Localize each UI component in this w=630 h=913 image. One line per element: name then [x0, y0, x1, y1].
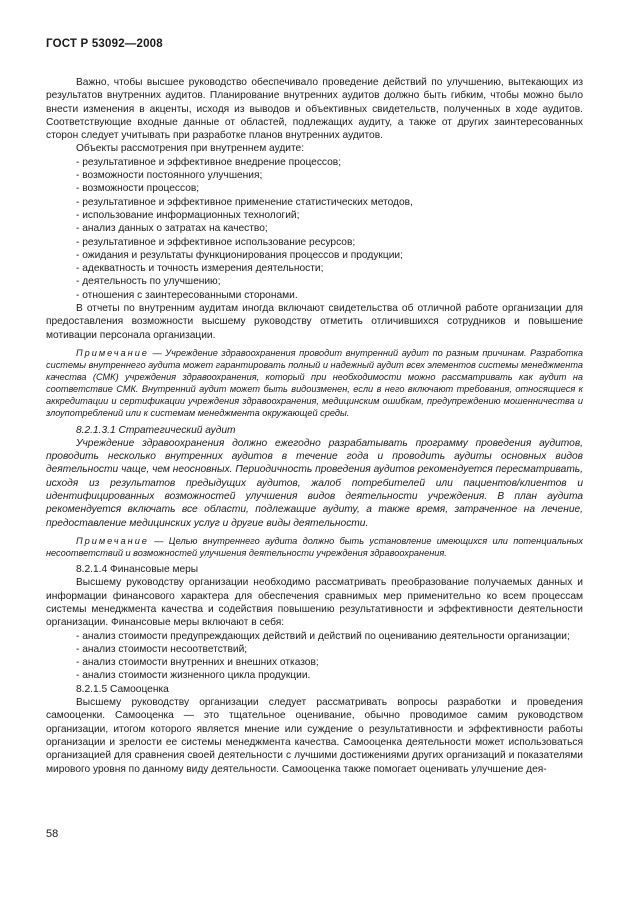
list-item: - результативное и эффективное применение статистических методов, — [76, 196, 413, 208]
note-label: Примечание — [76, 535, 149, 546]
section-text-8-2-1-4: Высшему руководству организации необходимо рассматривать преобразование получаемых данных и информации финансового характера для обеспечения сравнимых мер применительно ко всем процессам системы менеджмента качества и содействия повышению результативности и эффективности деятельности организации. Финансовые меры включают в себя: — [46, 577, 583, 629]
list-item: - анализ стоимости несоответствий; — [76, 643, 248, 655]
note-label: Примечание — [76, 347, 149, 358]
list-item: - анализ стоимости жизненного цикла продукции. — [76, 670, 311, 682]
note-text: — Учреждение здравоохранения проводит внутренний аудит по разным причинам. Разработка системы внутреннего аудита может гарантировать полный и надежный аудит всех элементов системы менеджмента качества (СМК) учреждения здравоохранения, который при необходимости можно рассматривать как аудит на соответствие СМК. Внутренний аудит может быть видоизменен, если в него включают требования, относящиеся к аккредитации и сертификации учреждения здравоохранения, медицинским ошибкам, предупреждению мошенничества и злоупотреблений или к системам менеджмента окружающей среды. — [46, 347, 583, 419]
list-item: - возможности постоянного улучшения; — [76, 170, 263, 182]
objects-intro: Объекты рассмотрения при внутреннем аудите: — [76, 143, 305, 155]
list-item: - анализ стоимости внутренних и внешних отказов; — [76, 657, 319, 669]
list-item: - использование информационных технологий; — [76, 209, 300, 221]
list-item: - отношения с заинтересованными сторонами. — [76, 289, 298, 301]
note-1 — [46, 347, 583, 420]
list-item: - ожидания и результаты функционирования процессов и продукции; — [76, 249, 403, 261]
section-heading-8-2-1-3-1: 8.2.1.3.1 Стратегический аудит — [76, 424, 236, 436]
note-2 — [46, 535, 583, 559]
list-item: - анализ стоимости предупреждающих действий и действий по оцениванию деятельности организации; — [76, 630, 570, 642]
section-heading-8-2-1-5: 8.2.1.5 Самооценка — [76, 683, 169, 695]
section-text-8-2-1-5: Высшему руководству организации следует рассматривать вопросы разработки и проведения самооценки. Самооценка — это тщательное оценивание, обычно проводимое самим руководством организации, итогом которого является мнение или суждение о результативности и эффективности работы организации и зрелости ее системы менеджмента качества. Самооценка деятельности может использоваться организацией для сравнения своей деятельности с лучшими достижениями других организаций и показателями мирового уровня по данному виду деятельности. Самооценка также помогает оценивать улучшение дея- — [46, 697, 583, 775]
reports-paragraph: В отчеты по внутренним аудитам иногда включают свидетельства об отличной работе организации для предоставления возможности высшему руководству отметить отличившихся сотрудников и повышение мотивации персонала организации. — [46, 303, 583, 341]
list-item: - результативное и эффективное использование ресурсов; — [76, 236, 356, 248]
list-item: - адекватность и точность измерения деятельности; — [76, 263, 324, 275]
list-item: - деятельность по улучшению; — [76, 276, 221, 288]
intro-paragraph: Важно, чтобы высшее руководство обеспечивало проведение действий по улучшению, вытекающих из результатов внутренних аудитов. Планирование внутренних аудитов должно быть гибким, чтобы можно было внести изменения в акценты, исходя из выводов и объективных свидетельств, полученных в ходе аудитов. Соответствующие входные данные от областей, подлежащих аудиту, а также от других заинтересованных сторон следует учитывать при разработке планов внутренних аудитов. — [46, 77, 583, 142]
list-item: - возможности процессов; — [76, 183, 200, 195]
note-text: — Целью внутреннего аудита должно быть установление имеющихся или потенциальных несоответствий и возможностей улучшения деятельности учреждения здравоохранения. — [46, 535, 583, 558]
section-heading-8-2-1-4: 8.2.1.4 Финансовые меры — [76, 564, 199, 576]
page-number: 58 — [46, 828, 59, 840]
list-item: - результативное и эффективное внедрение процессов; — [76, 156, 342, 168]
section-text-8-2-1-3-1: Учреждение здравоохранения должно ежегодно разрабатывать программу проведения аудитов, проводить несколько внутренних аудитов в течение года и проводить аудиты основных видов деятельности чаще, чем неосновных. Периодичность проведения аудитов рекомендуется пересматривать, исходя из результатов предыдущих аудитов, жалоб потребителей или пациентов/клиентов и идентифицированных возможностей улучшения видов деятельности учреждения. В план аудита рекомендуется включать все области, подлежащие аудиту, а также время, затраченное на лечение, предоставление медицинских услуг и другие виды деятельности. — [46, 437, 583, 529]
list-item: - анализ данных о затратах на качество; — [76, 223, 268, 235]
document-body — [46, 76, 583, 776]
document-header: ГОСТ Р 53092—2008 — [46, 38, 163, 50]
